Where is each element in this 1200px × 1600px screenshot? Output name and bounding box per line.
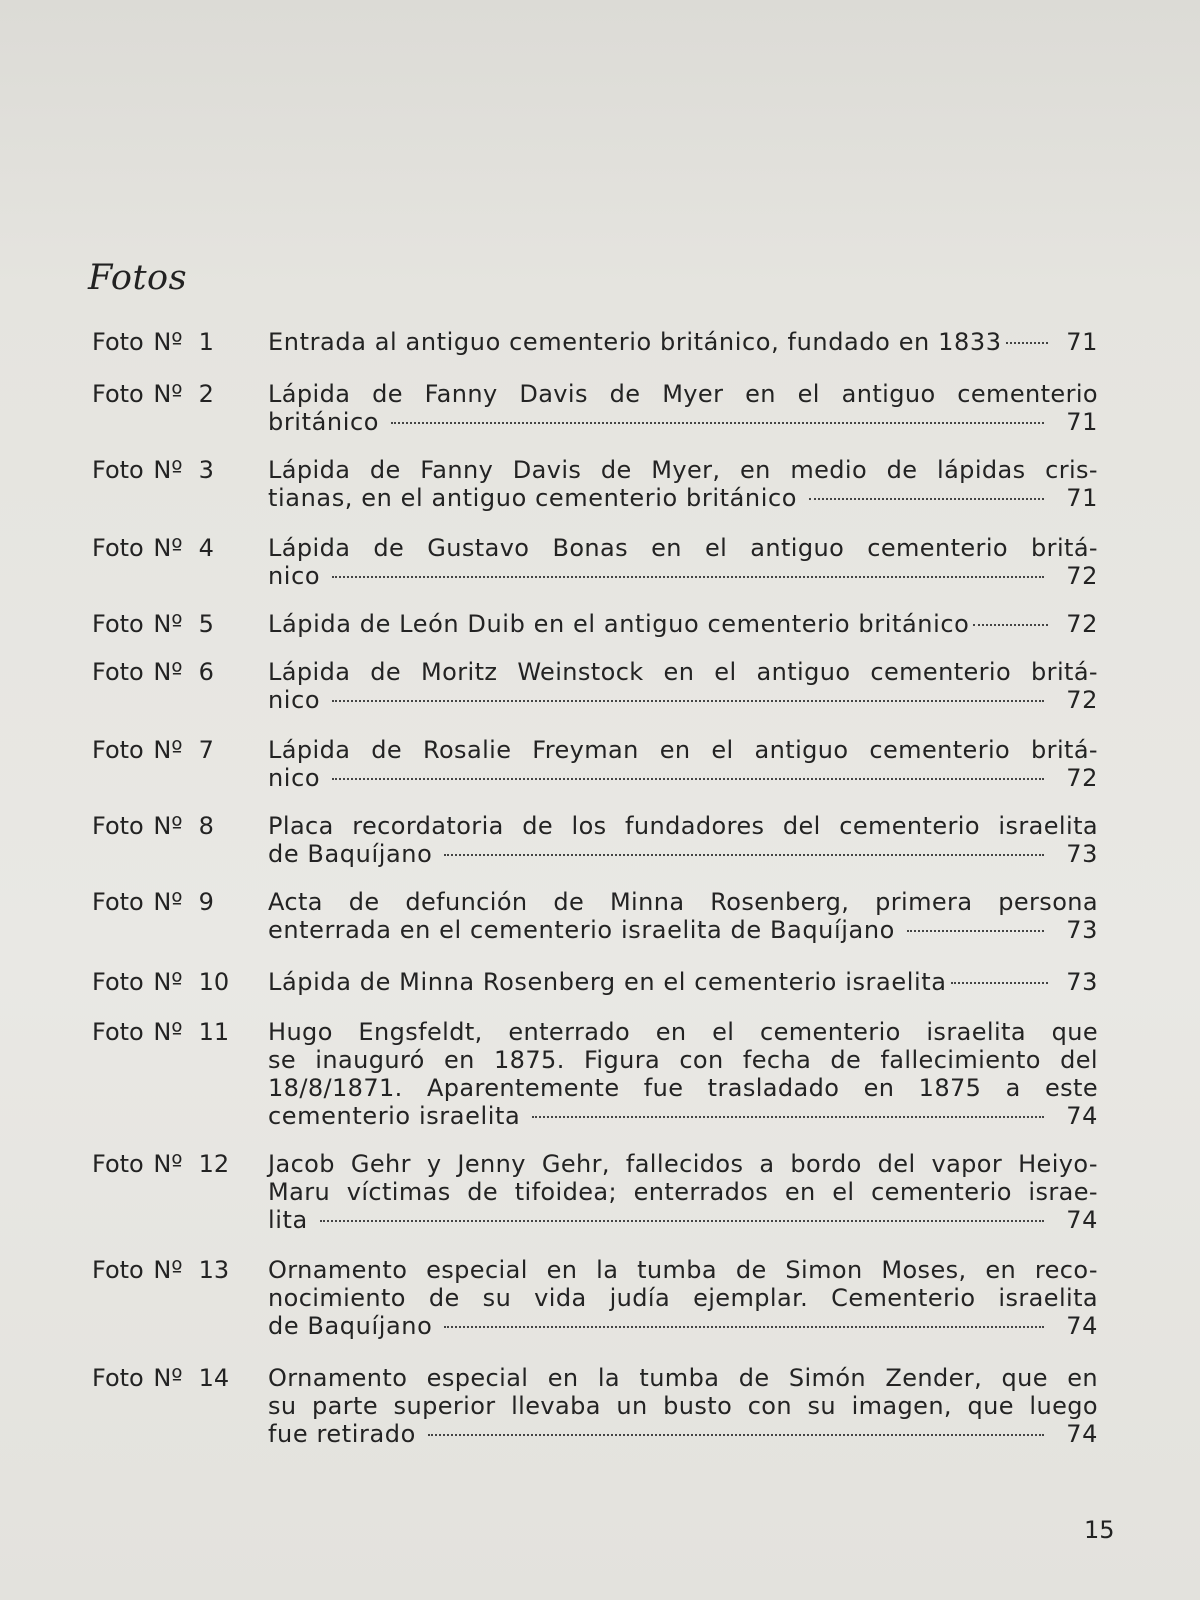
photo-label-prefix: Foto Nº <box>92 610 183 638</box>
photo-number: 1 <box>198 328 214 356</box>
description-line: nocimiento de su vida judía ejemplar. Cementerio israelita <box>268 1284 1098 1312</box>
description-line: 18/8/1871. Aparentemente fue trasladado en 1875 a este <box>268 1074 1098 1102</box>
photo-label-prefix: Foto Nº <box>92 456 183 484</box>
photo-description <box>268 968 1098 996</box>
description-line: británico <box>268 408 380 436</box>
description-line: tianas, en el antiguo cementerio británico <box>268 484 798 512</box>
photo-description <box>268 812 1098 868</box>
description-line: Lápida de Moritz Weinstock en el antiguo cementerio britá- <box>268 658 1098 686</box>
show-through-text <box>600 20 1120 280</box>
page-reference: 71 <box>1066 328 1098 356</box>
description-line: Jacob Gehr y Jenny Gehr, fallecidos a bordo del vapor Heiyo- <box>268 1150 1098 1178</box>
dot-leader <box>332 700 1044 702</box>
description-line: de Baquíjano <box>268 840 433 868</box>
photo-description <box>268 1018 1098 1130</box>
photo-number: 14 <box>198 1364 230 1392</box>
photo-number: 11 <box>198 1018 230 1046</box>
description-line: su parte superior llevaba un busto con su imagen, que luego <box>268 1392 1098 1420</box>
description-line: Lápida de Minna Rosenberg en el cementerio israelita <box>268 968 947 996</box>
description-line: lita <box>268 1206 308 1234</box>
dot-leader <box>907 930 1044 932</box>
description-line: Lápida de Fanny Davis de Myer en el antiguo cementerio <box>268 380 1098 408</box>
photo-label <box>92 658 214 686</box>
photo-description <box>268 534 1098 590</box>
photo-label <box>92 380 214 408</box>
photo-label-prefix: Foto Nº <box>92 1150 183 1178</box>
dot-leader <box>809 498 1044 500</box>
description-line: se inauguró en 1875. Figura con fecha de fallecimiento del <box>268 1046 1098 1074</box>
photo-label-prefix: Foto Nº <box>92 328 183 356</box>
description-line: Placa recordatoria de los fundadores del cementerio israelita <box>268 812 1098 840</box>
photo-label-prefix: Foto Nº <box>92 1364 183 1392</box>
description-line: enterrada en el cementerio israelita de Baquíjano <box>268 916 895 944</box>
page-reference: 74 <box>1066 1206 1098 1234</box>
photo-label-prefix: Foto Nº <box>92 380 183 408</box>
photo-label <box>92 1018 229 1046</box>
photo-description <box>268 1150 1098 1234</box>
dot-leader <box>332 778 1044 780</box>
description-line: fue retirado <box>268 1420 416 1448</box>
description-line: Lápida de Gustavo Bonas en el antiguo cementerio britá- <box>268 534 1098 562</box>
photo-description <box>268 380 1098 436</box>
photo-description <box>268 658 1098 714</box>
description-line: Lápida de Rosalie Freyman en el antiguo cementerio britá- <box>268 736 1098 764</box>
page-reference: 72 <box>1066 610 1098 638</box>
photo-label-prefix: Foto Nº <box>92 736 183 764</box>
description-line: Lápida de Fanny Davis de Myer, en medio de lápidas cris- <box>268 456 1098 484</box>
photo-label-prefix: Foto Nº <box>92 1256 183 1284</box>
page-reference: 71 <box>1066 408 1098 436</box>
photo-number: 12 <box>198 1150 230 1178</box>
page-reference: 72 <box>1066 764 1098 792</box>
dot-leader <box>1006 342 1048 344</box>
page-reference: 72 <box>1066 562 1098 590</box>
dot-leader <box>973 624 1048 626</box>
page-reference: 73 <box>1066 968 1098 996</box>
dot-leader <box>332 576 1044 578</box>
dot-leader <box>320 1220 1044 1222</box>
photo-number: 6 <box>198 658 214 686</box>
photo-number: 4 <box>198 534 214 562</box>
photo-number: 8 <box>198 812 214 840</box>
description-line: nico <box>268 686 321 714</box>
page-reference: 74 <box>1066 1420 1098 1448</box>
description-line: Ornamento especial en la tumba de Simón Zender, que en <box>268 1364 1098 1392</box>
description-line: de Baquíjano <box>268 1312 433 1340</box>
page-reference: 71 <box>1066 484 1098 512</box>
photo-label <box>92 1256 229 1284</box>
dot-leader <box>532 1116 1044 1118</box>
photo-number: 3 <box>198 456 214 484</box>
photo-label <box>92 534 214 562</box>
photo-label-prefix: Foto Nº <box>92 534 183 562</box>
photo-label <box>92 888 214 916</box>
dot-leader <box>951 982 1048 984</box>
page-reference: 74 <box>1066 1312 1098 1340</box>
description-line: Hugo Engsfeldt, enterrado en el cementerio israelita que <box>268 1018 1098 1046</box>
photo-number: 10 <box>198 968 230 996</box>
description-line: Lápida de León Duib en el antiguo cementerio británico <box>268 610 970 638</box>
photo-description <box>268 456 1098 512</box>
photo-number: 13 <box>198 1256 230 1284</box>
description-line: Acta de defunción de Minna Rosenberg, primera persona <box>268 888 1098 916</box>
photo-label-prefix: Foto Nº <box>92 1018 183 1046</box>
description-line: Ornamento especial en la tumba de Simon Moses, en reco- <box>268 1256 1098 1284</box>
photo-description <box>268 1256 1098 1340</box>
photo-number: 9 <box>198 888 214 916</box>
photo-label <box>92 968 229 996</box>
photo-description <box>268 888 1098 944</box>
photo-description <box>268 328 1098 356</box>
photo-label <box>92 328 214 356</box>
description-line: cementerio israelita <box>268 1102 521 1130</box>
dot-leader <box>444 854 1044 856</box>
description-line: Entrada al antiguo cementerio británico, fundado en 1833 <box>268 328 1002 356</box>
dot-leader <box>444 1326 1044 1328</box>
description-line: nico <box>268 562 321 590</box>
page-reference: 72 <box>1066 686 1098 714</box>
page-number: 15 <box>1084 1516 1115 1544</box>
dot-leader <box>428 1434 1044 1436</box>
photo-label <box>92 812 214 840</box>
photo-number: 5 <box>198 610 214 638</box>
section-title: Fotos <box>88 258 188 298</box>
photo-label-prefix: Foto Nº <box>92 968 183 996</box>
description-line: Maru víctimas de tifoidea; enterrados en el cementerio israe- <box>268 1178 1098 1206</box>
photo-label <box>92 456 214 484</box>
description-line: nico <box>268 764 321 792</box>
photo-label <box>92 1364 229 1392</box>
page-reference: 73 <box>1066 916 1098 944</box>
photo-description <box>268 736 1098 792</box>
page-reference: 74 <box>1066 1102 1098 1130</box>
photo-label <box>92 1150 229 1178</box>
photo-label-prefix: Foto Nº <box>92 888 183 916</box>
photo-label-prefix: Foto Nº <box>92 658 183 686</box>
photo-description <box>268 610 1098 638</box>
page-reference: 73 <box>1066 840 1098 868</box>
photo-label <box>92 610 214 638</box>
photo-number: 7 <box>198 736 214 764</box>
dot-leader <box>391 422 1044 424</box>
photo-label-prefix: Foto Nº <box>92 812 183 840</box>
photo-number: 2 <box>198 380 214 408</box>
photo-label <box>92 736 214 764</box>
photo-description <box>268 1364 1098 1448</box>
